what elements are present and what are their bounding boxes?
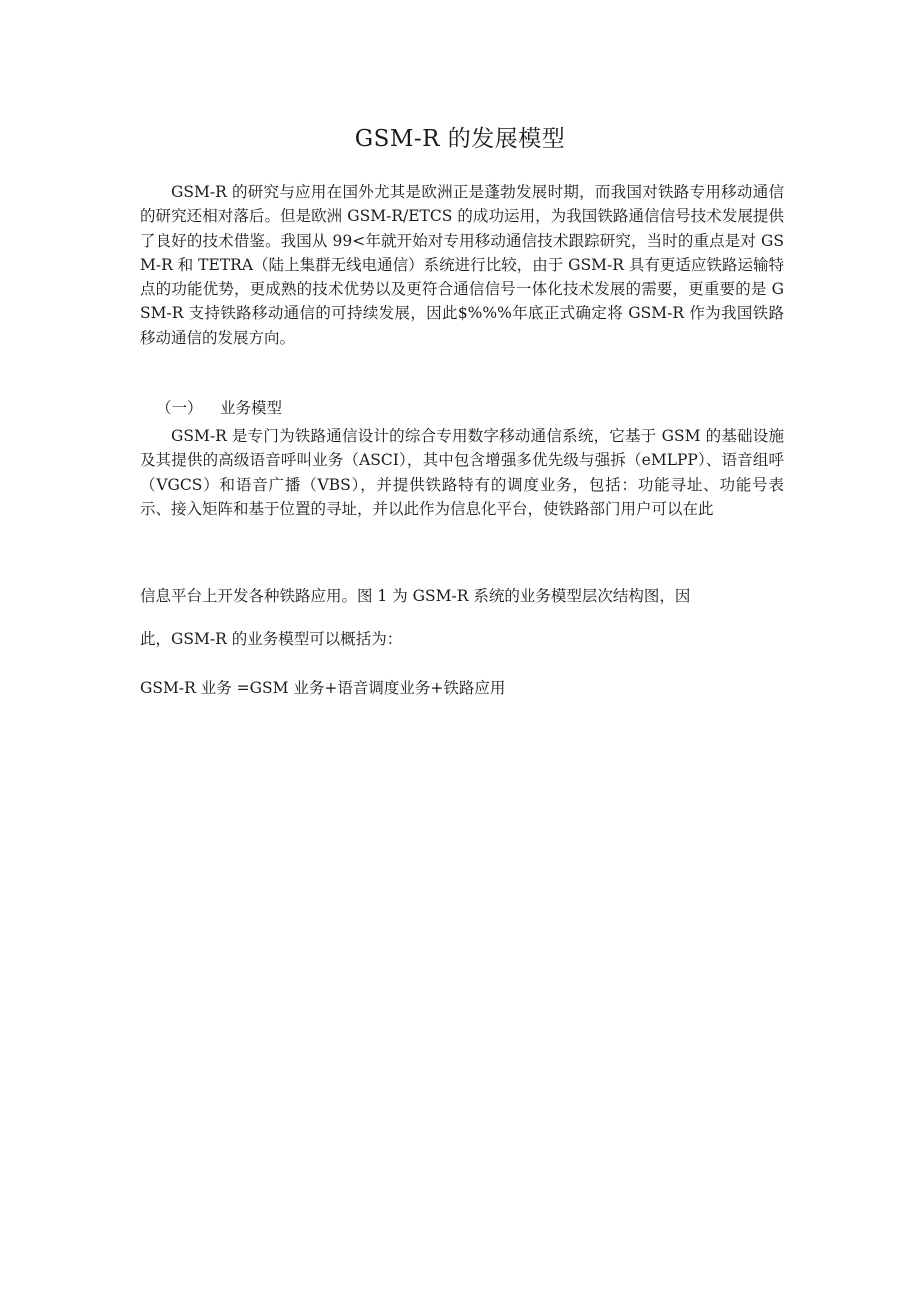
section-title: 业务模型 [220, 399, 283, 417]
formula-line: GSM-R 业务 =GSM 业务+语音调度业务+铁路应用 [140, 679, 506, 697]
business-model-paragraph: GSM-R 是专门为铁路通信设计的综合专用数字移动通信系统，它基于 GSM 的基础设施及其提供的高级语音呼叫业务（ASCI），其中包含增强多优先级与强拆（eMLPP）、语音组呼（VGCS）和语音广播（VBS），并提供铁路特有的调度业务，包括：功能寻址、功能号表示、接入矩阵和基于位置的寻址，并以此作为信息化平台，使铁路部门用户可以在此 [140, 427, 784, 518]
section-number: （一） [156, 399, 203, 417]
intro-paragraph: GSM-R 的研究与应用在国外尤其是欧洲正是蓬勃发展时期，而我国对铁路专用移动通信的研究还相对落后。但是欧洲 GSM-R/ETCS 的成功运用，为我国铁路通信信号技术发展提供了良好的技术借鉴。我国从 99<年就开始对专用移动通信技术跟踪研究，当时的重点是对 GSM-R 和 TETRA（陆上集群无线电通信）系统进行比较，由于 GSM-R 具有更适应铁路运输特点的功能优势，更成熟的技术优势以及更符合通信信号一体化技术发展的需要，更重要的是 GSM-R 支持铁路移动通信的可持续发展，因此$%%%年底正式确定将 GSM-R 作为我国铁路移动通信的发展方向。 [140, 183, 784, 347]
continuation-line-2: 此，GSM-R 的业务模型可以概括为： [140, 630, 403, 648]
continuation-line-1: 信息平台上开发各种铁路应用。图 1 为 GSM-R 系统的业务模型层次结构图，因 [140, 587, 691, 605]
section-heading [156, 396, 282, 420]
document-title: GSM-R 的发展模型 [354, 126, 566, 152]
